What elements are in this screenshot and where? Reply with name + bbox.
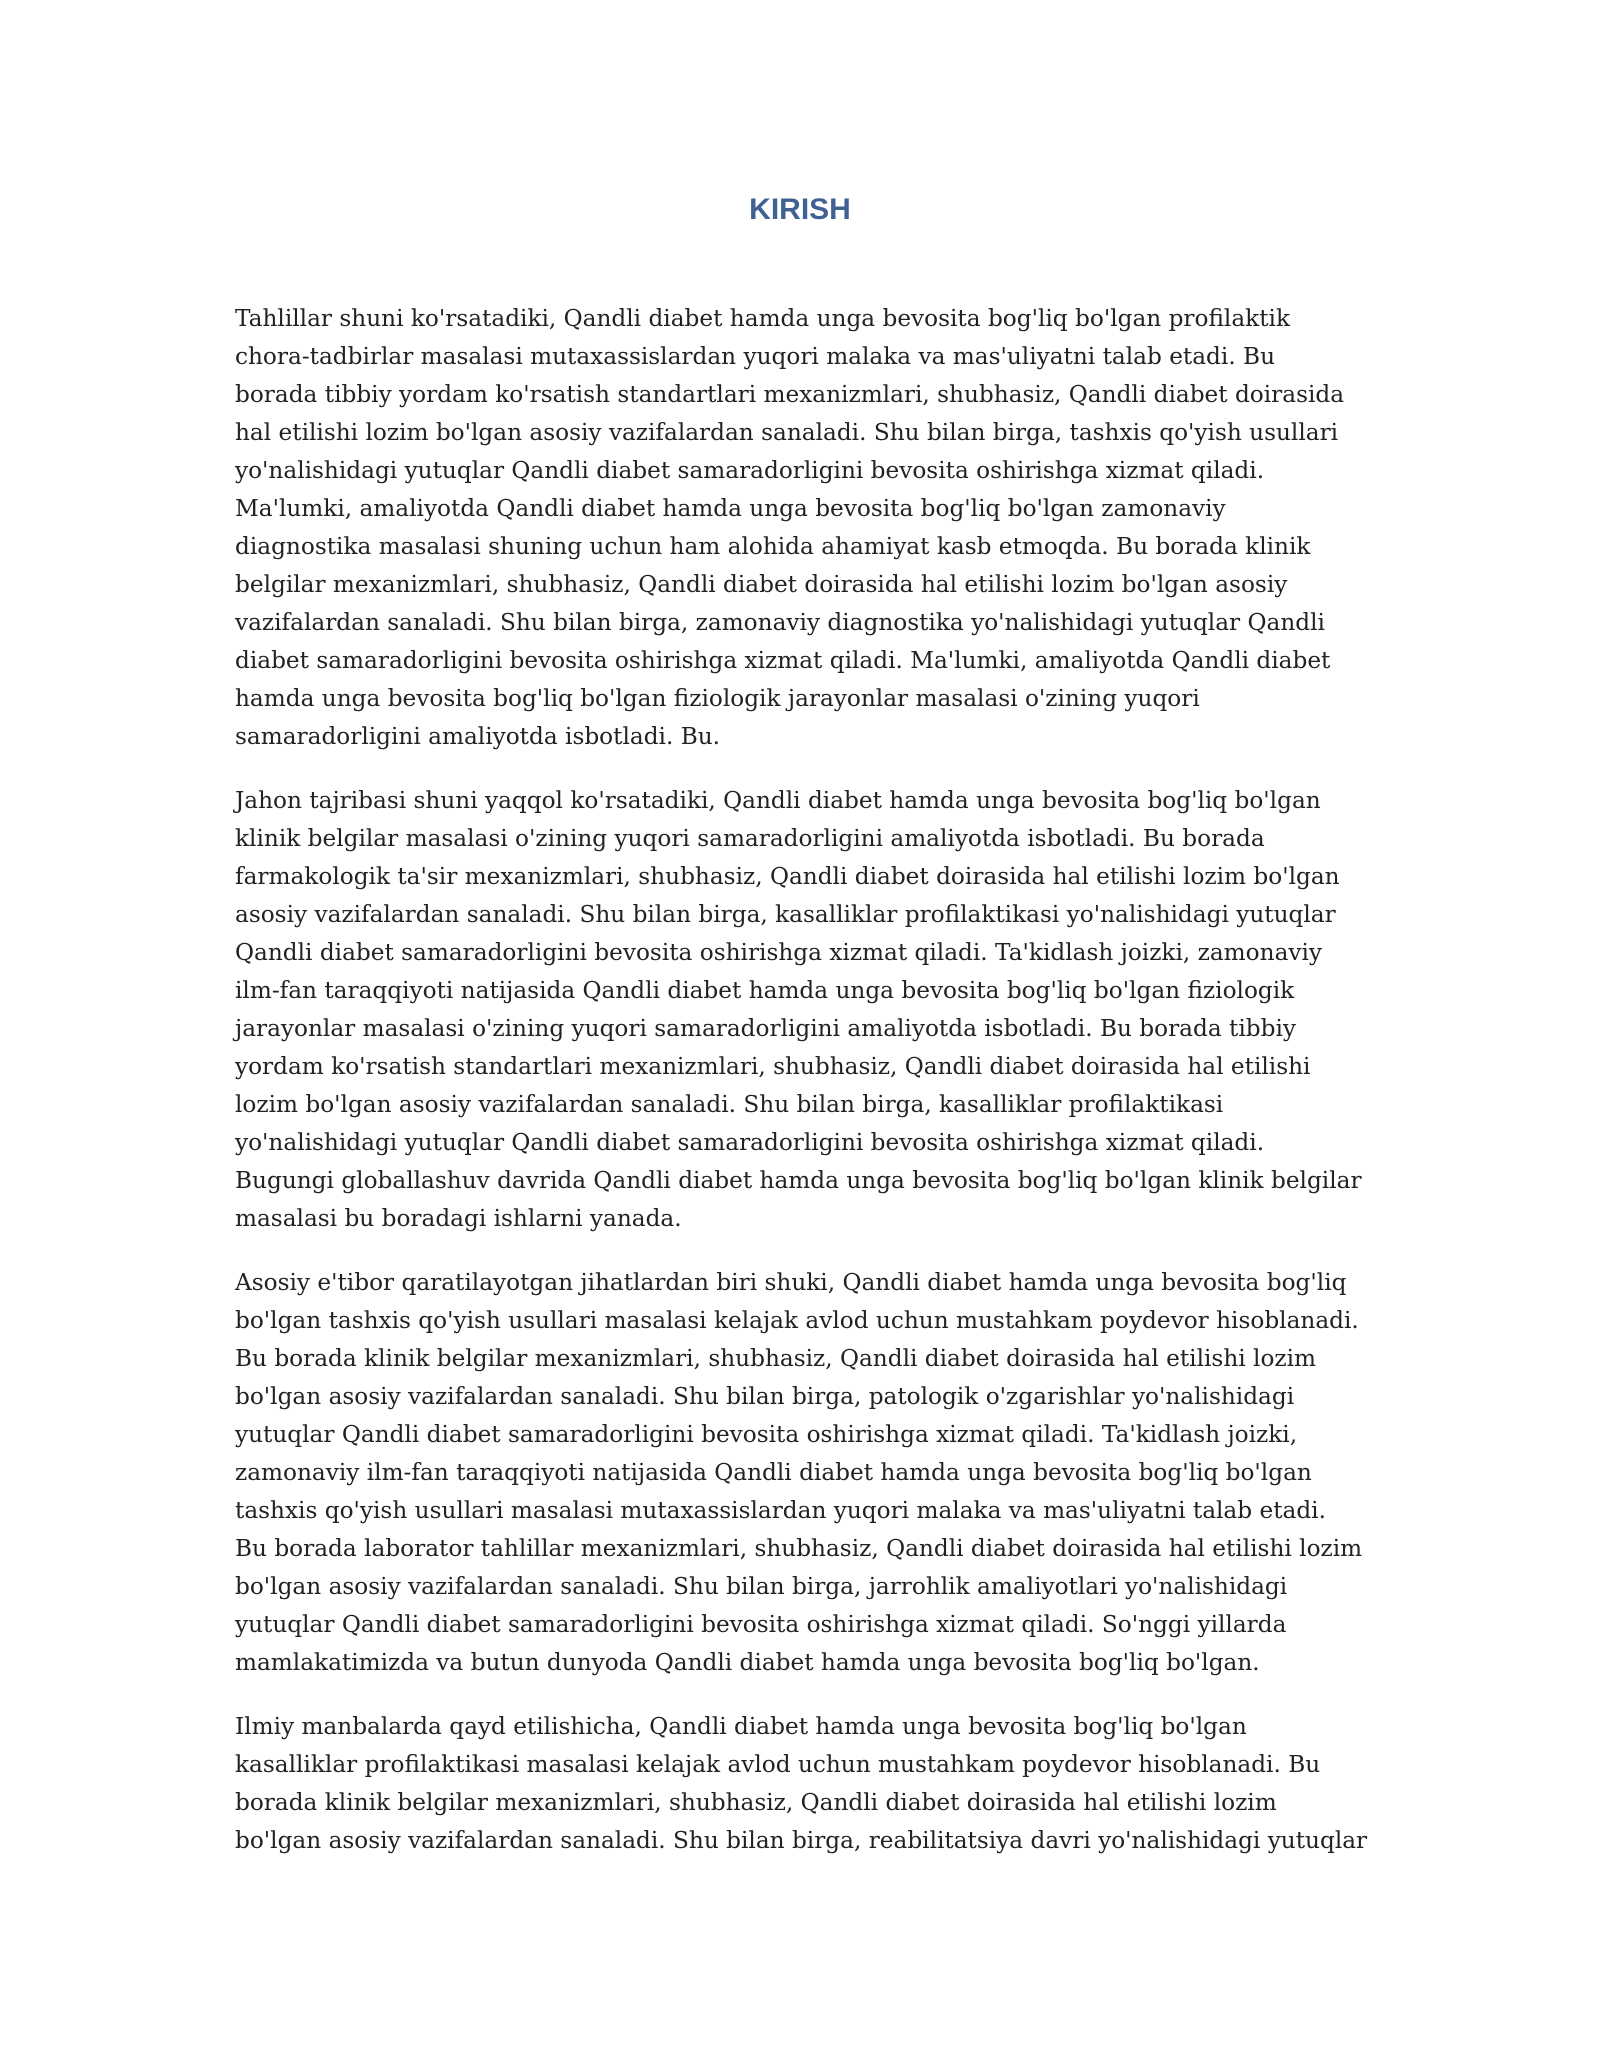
text-line: masalasi bu boradagi ishlarni yanada. <box>235 1205 682 1232</box>
text-line: yutuqlar Qandli diabet samaradorligini bevosita oshirishga xizmat qiladi. So'nggi yillarda <box>235 1611 1287 1638</box>
text-line: bo'lgan asosiy vazifalardan sanaladi. Shu bilan birga, patologik o'zgarishlar yo'nalishidagi <box>235 1383 1295 1410</box>
text-line: Asosiy e'tibor qaratilayotgan jihatlardan biri shuki, Qandli diabet hamda unga bevosita bog'liq <box>235 1269 1347 1296</box>
text-line: Bu borada klinik belgilar mexanizmlari, shubhasiz, Qandli diabet doirasida hal etilishi lozim <box>235 1345 1317 1372</box>
text-line: bo'lgan asosiy vazifalardan sanaladi. Shu bilan birga, jarrohlik amaliyotlari yo'nalishidagi <box>235 1573 1288 1600</box>
text-line: Bugungi globallashuv davrida Qandli diabet hamda unga bevosita bog'liq bo'lgan klinik belgilar <box>235 1167 1362 1194</box>
paragraph-4 <box>235 1708 1375 1860</box>
text-line: belgilar mexanizmlari, shubhasiz, Qandli diabet doirasida hal etilishi lozim bo'lgan asosiy <box>235 571 1288 598</box>
text-line: diabet samaradorligini bevosita oshirishga xizmat qiladi. Ma'lumki, amaliyotda Qandli diabet <box>235 647 1331 674</box>
text-line: diagnostika masalasi shuning uchun ham alohida ahamiyat kasb etmoqda. Bu borada klinik <box>235 533 1311 560</box>
text-line: zamonaviy ilm-fan taraqqiyoti natijasida Qandli diabet hamda unga bevosita bog'liq bo'lgan <box>235 1459 1312 1486</box>
text-line: jarayonlar masalasi o'zining yuqori samaradorligini amaliyotda isbotladi. Bu borada tibbiy <box>235 1015 1296 1042</box>
text-line: Qandli diabet samaradorligini bevosita oshirishga xizmat qiladi. Ta'kidlash joizki, zamonaviy <box>235 939 1323 966</box>
text-line: bo'lgan asosiy vazifalardan sanaladi. Shu bilan birga, reabilitatsiya davri yo'nalishidagi yutuqlar <box>235 1827 1368 1854</box>
text-line: hal etilishi lozim bo'lgan asosiy vazifalardan sanaladi. Shu bilan birga, tashxis qo'yish usullari <box>235 419 1339 446</box>
text-line: klinik belgilar masalasi o'zining yuqori samaradorligini amaliyotda isbotladi. Bu borada <box>235 825 1265 852</box>
text-line: farmakologik ta'sir mexanizmlari, shubhasiz, Qandli diabet doirasida hal etilishi lozim bo'lgan <box>235 863 1340 890</box>
text-line: lozim bo'lgan asosiy vazifalardan sanaladi. Shu bilan birga, kasalliklar profilaktikasi <box>235 1091 1224 1118</box>
text-line: Ma'lumki, amaliyotda Qandli diabet hamda unga bevosita bog'liq bo'lgan zamonaviy <box>235 495 1226 522</box>
text-line: kasalliklar profilaktikasi masalasi kelajak avlod uchun mustahkam poydevor hisoblanadi. Bu <box>235 1751 1321 1778</box>
text-line: bo'lgan tashxis qo'yish usullari masalasi kelajak avlod uchun mustahkam poydevor hisoblanadi. <box>235 1307 1359 1334</box>
text-line: Tahlillar shuni ko'rsatadiki, Qandli diabet hamda unga bevosita bog'liq bo'lgan profilaktik <box>235 305 1291 332</box>
text-line: yutuqlar Qandli diabet samaradorligini bevosita oshirishga xizmat qiladi. Ta'kidlash joizki, <box>235 1421 1298 1448</box>
text-line: Ilmiy manbalarda qayd etilishicha, Qandli diabet hamda unga bevosita bog'liq bo'lgan <box>235 1713 1247 1740</box>
paragraph-1 <box>235 300 1375 756</box>
text-line: yo'nalishidagi yutuqlar Qandli diabet samaradorligini bevosita oshirishga xizmat qiladi. <box>235 457 1265 484</box>
text-line: hamda unga bevosita bog'liq bo'lgan fiziologik jarayonlar masalasi o'zining yuqori <box>235 685 1200 712</box>
text-line: samaradorligini amaliyotda isbotladi. Bu. <box>235 723 721 750</box>
text-line: asosiy vazifalardan sanaladi. Shu bilan birga, kasalliklar profilaktikasi yo'nalishidagi yutuqlar <box>235 901 1336 928</box>
paragraph-2 <box>235 782 1375 1238</box>
text-line: vazifalardan sanaladi. Shu bilan birga, zamonaviy diagnostika yo'nalishidagi yutuqlar Qandli <box>235 609 1325 636</box>
text-line: ilm-fan taraqqiyoti natijasida Qandli diabet hamda unga bevosita bog'liq bo'lgan fiziologik <box>235 977 1295 1004</box>
text-line: yordam ko'rsatish standartlari mexanizmlari, shubhasiz, Qandli diabet doirasida hal etilishi <box>235 1053 1311 1080</box>
text-line: chora-tadbirlar masalasi mutaxassislardan yuqori malaka va mas'uliyatni talab etadi. Bu <box>235 343 1276 370</box>
text-line: Bu borada laborator tahlillar mexanizmlari, shubhasiz, Qandli diabet doirasida hal etilishi lozim <box>235 1535 1363 1562</box>
text-line: borada klinik belgilar mexanizmlari, shubhasiz, Qandli diabet doirasida hal etilishi lozim <box>235 1789 1277 1816</box>
text-line: yo'nalishidagi yutuqlar Qandli diabet samaradorligini bevosita oshirishga xizmat qiladi. <box>235 1129 1265 1156</box>
page-title: KIRISH <box>749 193 851 226</box>
text-line: borada tibbiy yordam ko'rsatish standartlari mexanizmlari, shubhasiz, Qandli diabet doirasida <box>235 381 1345 408</box>
text-line: mamlakatimizda va butun dunyoda Qandli diabet hamda unga bevosita bog'liq bo'lgan. <box>235 1649 1260 1676</box>
text-line: tashxis qo'yish usullari masalasi mutaxassislardan yuqori malaka va mas'uliyatni talab etadi. <box>235 1497 1326 1524</box>
document-body <box>235 300 1375 1886</box>
paragraph-3 <box>235 1264 1375 1682</box>
text-line: Jahon tajribasi shuni yaqqol ko'rsatadiki, Qandli diabet hamda unga bevosita bog'liq bo'lgan <box>235 787 1321 814</box>
